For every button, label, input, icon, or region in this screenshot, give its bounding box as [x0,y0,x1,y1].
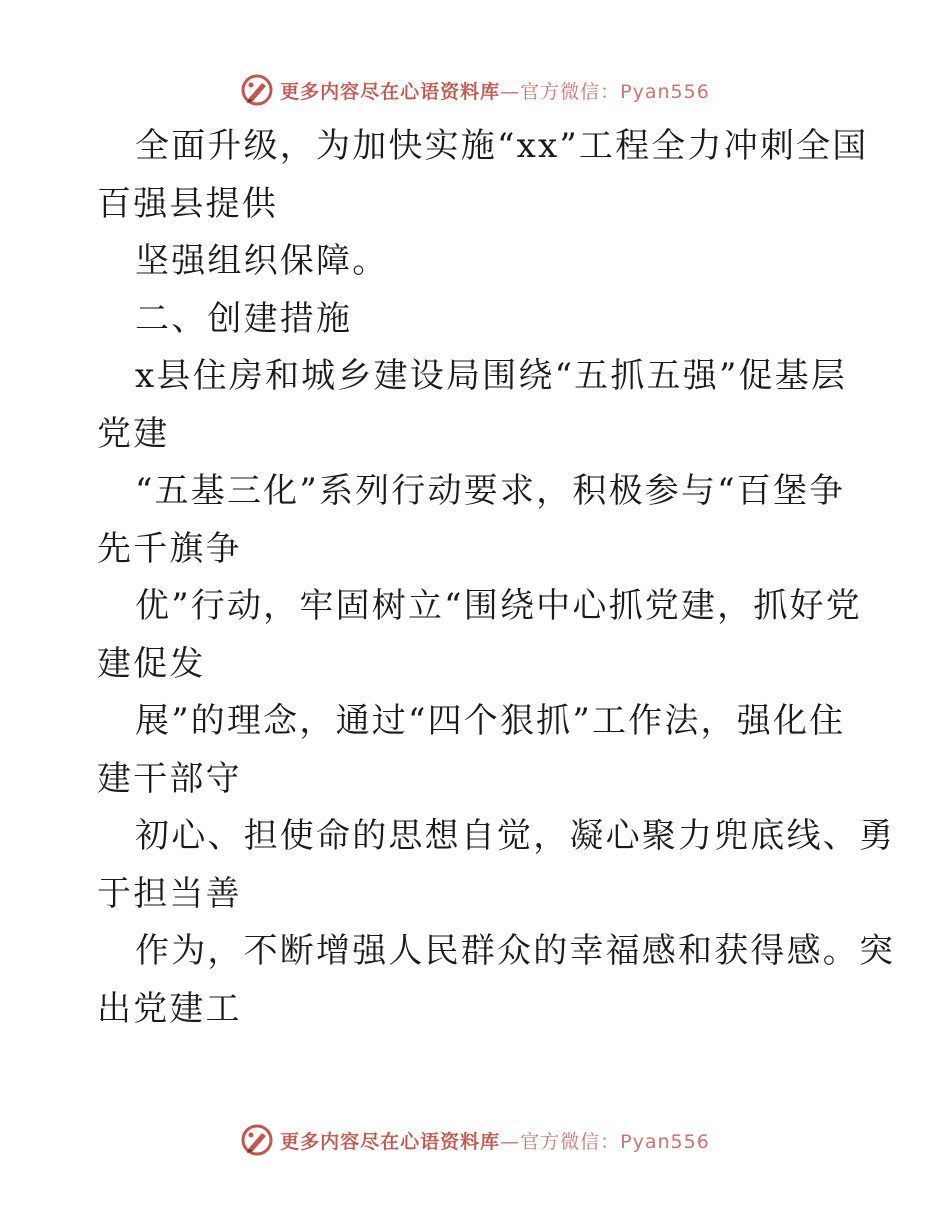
text-line: 党建 [97,413,170,454]
text-line: 作为，不断增强人民群众的幸福感和获得感。突 [135,931,896,971]
text-line: 建促发 [97,643,206,684]
text-line: 展”的理念，通过“四个狠抓”工作法，强化住 [135,701,846,741]
footer-watermark [0,1120,950,1160]
text-line: 全面升级，为加快实施“xx”工程全力冲刺全国 [135,126,869,166]
text-line: 出党建工 [97,988,242,1029]
header-watermark [0,70,950,110]
pen-logo-icon [240,73,274,107]
text-line: 坚强组织保障。 [135,241,389,281]
text-line: 建干部守 [97,758,242,799]
text-line: 二、创建措施 [135,298,353,339]
text-line: 百强县提供 [97,183,278,224]
watermark-text: 更多内容尽在心语资料库—官方微信：Pyan556 [280,80,710,103]
text-line: x县住房和城乡建设局围绕“五抓五强”促基层 [135,356,848,396]
pen-logo-icon [240,1123,274,1157]
text-line: 于担当善 [97,873,242,914]
text-line: 优”行动，牢固树立“围绕中心抓党建，抓好党 [135,586,862,626]
text-line: “五基三化”系列行动要求，积极参与“百堡争 [135,471,846,511]
watermark-text: 更多内容尽在心语资料库—官方微信：Pyan556 [280,1130,710,1153]
document-body [97,118,896,1038]
text-line: 先千旗争 [97,528,242,569]
text-line: 初心、担使命的思想自觉，凝心聚力兜底线、勇 [135,816,896,856]
